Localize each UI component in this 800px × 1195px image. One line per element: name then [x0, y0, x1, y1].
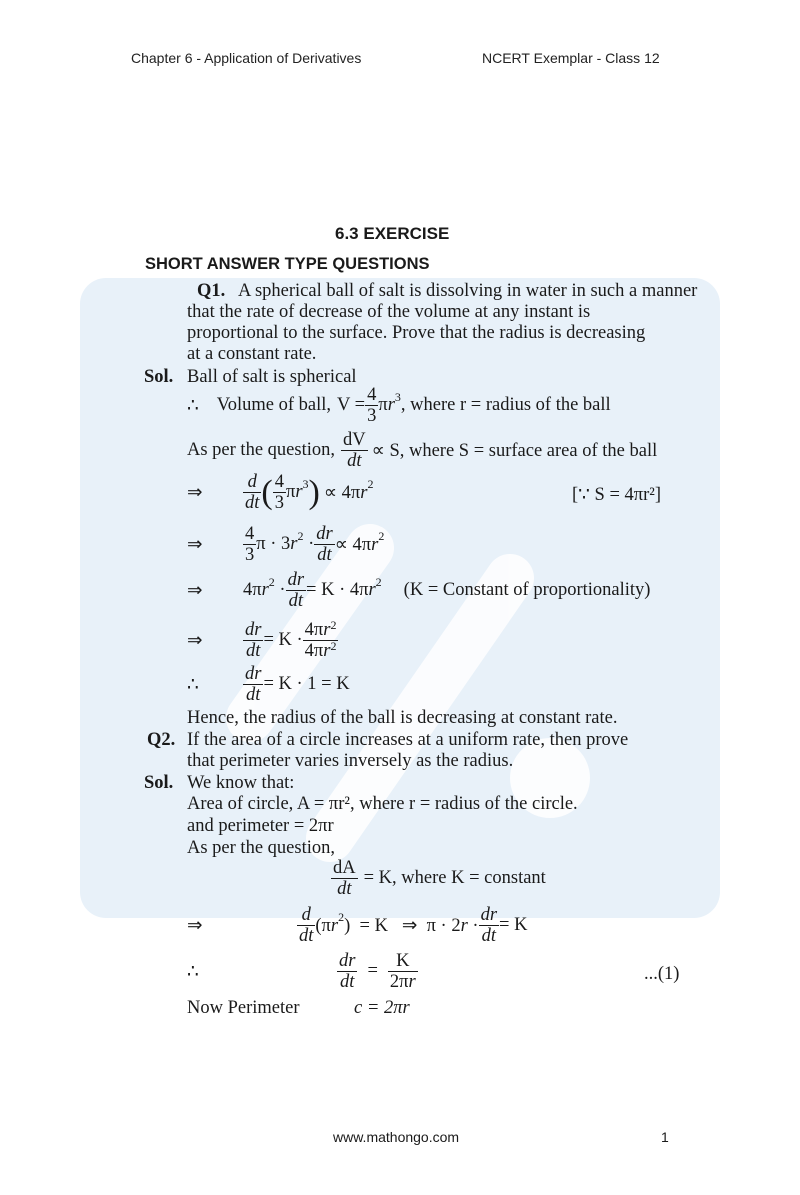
implies-symbol: ⇒: [187, 534, 203, 555]
sol1-label: Sol.: [144, 367, 174, 387]
perimeter-label: Now Perimeter: [187, 998, 300, 1018]
header-chapter: Chapter 6 - Application of Derivatives: [131, 50, 362, 66]
q1-line-4: at a constant rate.: [187, 344, 317, 364]
surface-area-note: [∵ S = 4πr²]: [572, 485, 661, 505]
volume-equation: ∴ Volume of ball, V = $\frac{4}{3}$ $\pi r^3$ , where r = radius of the ball: [187, 385, 611, 426]
equation-reference: ...(1): [644, 964, 680, 984]
footer-site: www.mathongo.com: [333, 1129, 460, 1145]
sol1-line-1: Ball of salt is spherical: [187, 367, 357, 387]
page-number: 1: [661, 1129, 669, 1145]
q2-line-1: If the area of a circle increases at a uniform rate, then prove: [187, 730, 629, 750]
constant-note: (K = Constant of proportionality): [403, 580, 651, 600]
header-book: NCERT Exemplar - Class 12: [482, 50, 660, 66]
implies-symbol: ⇒: [187, 915, 203, 936]
implies-symbol: ⇒: [187, 630, 203, 651]
proportional-statement: As per the question, $\frac{dV}{dt}$ ∝ S, where S = surface area of the ball: [187, 430, 658, 471]
step-1: ⇒ $\frac{d}{dt}$ ( $\frac{4}{3}$ $\pi r^3$ ) ∝ $4\pi r^2$: [187, 472, 374, 513]
q1-line-1: A spherical ball of salt is dissolving in water in such a manner: [238, 281, 698, 301]
sol2-line-1: We know that:: [187, 773, 295, 793]
therefore-symbol: ∴: [187, 674, 199, 695]
q2-line-2: that perimeter varies inversely as the radius.: [187, 751, 514, 771]
rate-constant-text: = K, where K = constant: [363, 868, 546, 888]
sol1-conclusion: Hence, the radius of the ball is decreasing at constant rate.: [187, 708, 618, 728]
q1-line-2: that the rate of decrease of the volume at any instant is: [187, 302, 591, 322]
step-3: ⇒ $4\pi r^2$ · $\frac{dr}{dt}$ = $K \cdot 4\pi r^2$ (K = Constant of proportionality): [187, 570, 651, 611]
step-7: ∴ $\frac{dr}{dt}$ = $\frac{K}{2\pi r}$: [187, 951, 416, 992]
perimeter-equation: c = 2πr: [354, 998, 410, 1018]
section-title: SHORT ANSWER TYPE QUESTIONS: [145, 255, 430, 273]
therefore-symbol: ∴: [187, 961, 199, 982]
q1-line-3: proportional to the surface. Prove that the radius is decreasing: [187, 323, 646, 343]
rate-equation: $\frac{dA}{dt}$ = K, where K = constant: [333, 858, 546, 899]
volume-tail: , where r = radius of the ball: [400, 395, 611, 415]
exercise-title: 6.3 EXERCISE: [335, 224, 450, 243]
sol2-line-2: Area of circle, A = πr², where r = radius of the circle.: [187, 794, 578, 814]
volume-label: Volume of ball,: [216, 395, 332, 415]
sol2-line-4: As per the question,: [187, 838, 335, 858]
sol2-label: Sol.: [144, 773, 174, 793]
step-4: ⇒ $\frac{dr}{dt}$ = K · $\frac{4\pi r^2}{4\pi r^2}$: [187, 618, 337, 661]
step-6: ⇒ $\frac{d}{dt}$ $(\pi r^2) = K$ ⇒ π · 2r · $\frac{dr}{dt}$ = K: [187, 905, 528, 946]
q2-label: Q2.: [147, 730, 176, 750]
therefore-symbol: ∴: [187, 395, 199, 416]
step-2: ⇒ $\frac{4}{3}$ $\pi \cdot 3r^2$ · $\frac{dr}{dt}$ ∝ $4\pi r^2$: [187, 524, 385, 565]
step-5: ∴ $\frac{dr}{dt}$ = K · 1 = K: [187, 664, 350, 705]
q1-label: Q1.: [197, 281, 226, 301]
per-question-text: As per the question,: [187, 440, 335, 460]
sol2-line-3: and perimeter = 2πr: [187, 816, 334, 836]
implies-symbol: ⇒: [187, 580, 203, 601]
proportional-tail: ∝ S, where S = surface area of the ball: [371, 440, 658, 461]
implies-symbol: ⇒: [187, 482, 203, 503]
